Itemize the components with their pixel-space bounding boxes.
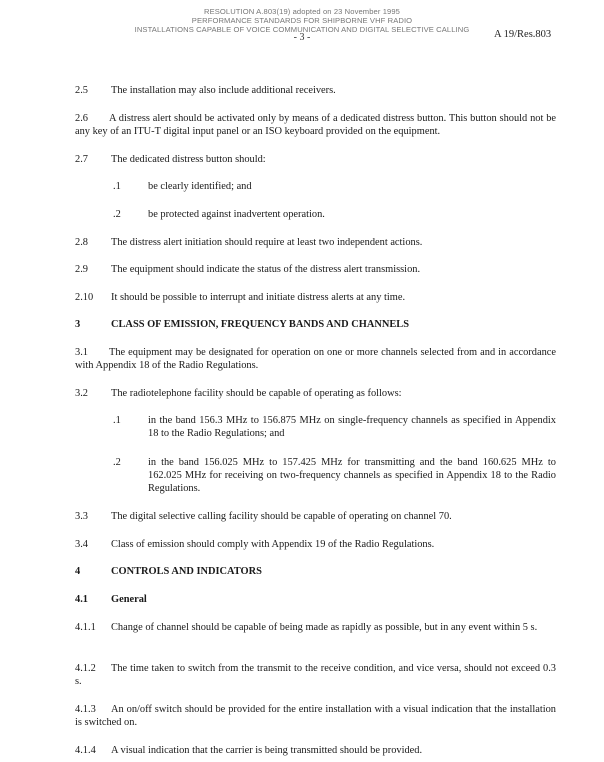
para-4-1-4-text: A visual indication that the carrier is being transmitted should be provided. bbox=[111, 745, 423, 756]
para-3-2-item-2-text: in the band 156.025 MHz to 157.425 MHz for transmitting and the band 160.625 MHz to 162.025 MHz for receiving on two-frequency channels as specified in Appendix 18 to the Radio Regulations. bbox=[148, 457, 556, 494]
para-2-5-text: The installation may also include additional receivers. bbox=[111, 85, 336, 96]
para-3-1 bbox=[75, 346, 556, 372]
para-2-8-number: 2.8 bbox=[75, 237, 88, 248]
para-2-10-text: It should be possible to interrupt and initiate distress alerts at any time. bbox=[111, 292, 406, 303]
para-3-4-number: 3.4 bbox=[75, 539, 88, 550]
para-2-7-item-1-text: be clearly identified; and bbox=[148, 181, 252, 192]
page-number: - 3 - bbox=[293, 32, 311, 43]
para-2-7-item-2-text: be protected against inadvertent operation. bbox=[148, 209, 325, 220]
para-4-1-2-number: 4.1.2 bbox=[75, 663, 96, 674]
para-4-1-2-text: The time taken to switch from the transmit to the receive condition, and vice versa, should not exceed 0.3 s. bbox=[75, 663, 556, 687]
para-2-7-item-1-number: .1 bbox=[113, 181, 121, 192]
para-2-6 bbox=[75, 112, 556, 138]
para-4-1-3-number: 4.1.3 bbox=[75, 704, 96, 715]
para-3-3-text: The digital selective calling facility should be capable of operating on channel 70. bbox=[111, 511, 452, 522]
header-title-line: PERFORMANCE STANDARDS FOR SHIPBORNE VHF RADIO bbox=[191, 16, 413, 25]
para-3-1-number: 3.1 bbox=[75, 347, 88, 358]
para-2-10-number: 2.10 bbox=[75, 292, 94, 303]
para-3-2-item-1-text: in the band 156.3 MHz to 156.875 MHz on single-frequency channels as specified in Appendix 18 to the Radio Regulations; and bbox=[148, 415, 556, 439]
para-2-7-item-2-number: .2 bbox=[113, 209, 121, 220]
para-4-1-1-number: 4.1.1 bbox=[75, 622, 96, 633]
para-3-1-text: The equipment may be designated for operation on one or more channels selected from and in accordance with Appendix 18 of the Radio Regulations. bbox=[75, 347, 556, 371]
para-4-1-1 bbox=[75, 621, 556, 634]
section-4-number: 4 bbox=[75, 566, 81, 577]
para-3-4-text: Class of emission should comply with Appendix 19 of the Radio Regulations. bbox=[111, 539, 435, 550]
header-subtitle-line: INSTALLATIONS CAPABLE OF VOICE COMMUNICATION AND DIGITAL SELECTIVE CALLING bbox=[134, 25, 470, 34]
para-4-1-4-number: 4.1.4 bbox=[75, 745, 96, 756]
section-3-heading: CLASS OF EMISSION, FREQUENCY BANDS AND CHANNELS bbox=[111, 319, 410, 330]
header-resolution-line: RESOLUTION A.803(19) adopted on 23 November 1995 bbox=[203, 7, 401, 16]
document-reference: A 19/Res.803 bbox=[494, 29, 552, 40]
para-2-6-text: A distress alert should be activated only by means of a dedicated distress button. This button should not be any key of an ITU-T digital input panel or an ISO keyboard provided on the equipment. bbox=[75, 113, 556, 137]
para-4-1-2 bbox=[75, 662, 556, 688]
para-3-2-item-1-number: .1 bbox=[113, 415, 121, 426]
section-3-number: 3 bbox=[75, 319, 81, 330]
para-2-7-number: 2.7 bbox=[75, 154, 88, 165]
para-2-6-number: 2.6 bbox=[75, 113, 88, 124]
para-4-1-1-text: Change of channel should be capable of being made as rapidly as possible, but in any event within 5 s. bbox=[111, 622, 538, 633]
para-2-9-number: 2.9 bbox=[75, 264, 88, 275]
para-2-8-text: The distress alert initiation should require at least two independent actions. bbox=[111, 237, 423, 248]
section-4-1-number: 4.1 bbox=[75, 594, 88, 605]
para-2-7-text: The dedicated distress button should: bbox=[111, 154, 266, 165]
para-4-1-3 bbox=[75, 703, 556, 729]
para-4-1-4 bbox=[75, 744, 556, 757]
section-4-1-heading: General bbox=[111, 594, 147, 605]
para-3-3-number: 3.3 bbox=[75, 511, 88, 522]
section-4-heading: CONTROLS AND INDICATORS bbox=[111, 566, 262, 577]
para-3-2-text: The radiotelephone facility should be capable of operating as follows: bbox=[111, 388, 402, 399]
para-3-2-number: 3.2 bbox=[75, 388, 88, 399]
para-2-9-text: The equipment should indicate the status of the distress alert transmission. bbox=[111, 264, 421, 275]
para-2-5-number: 2.5 bbox=[75, 85, 88, 96]
para-4-1-3-text: An on/off switch should be provided for the entire installation with a visual indication that the installation is switched on. bbox=[75, 704, 556, 728]
para-3-2-item-2-number: .2 bbox=[113, 457, 121, 468]
